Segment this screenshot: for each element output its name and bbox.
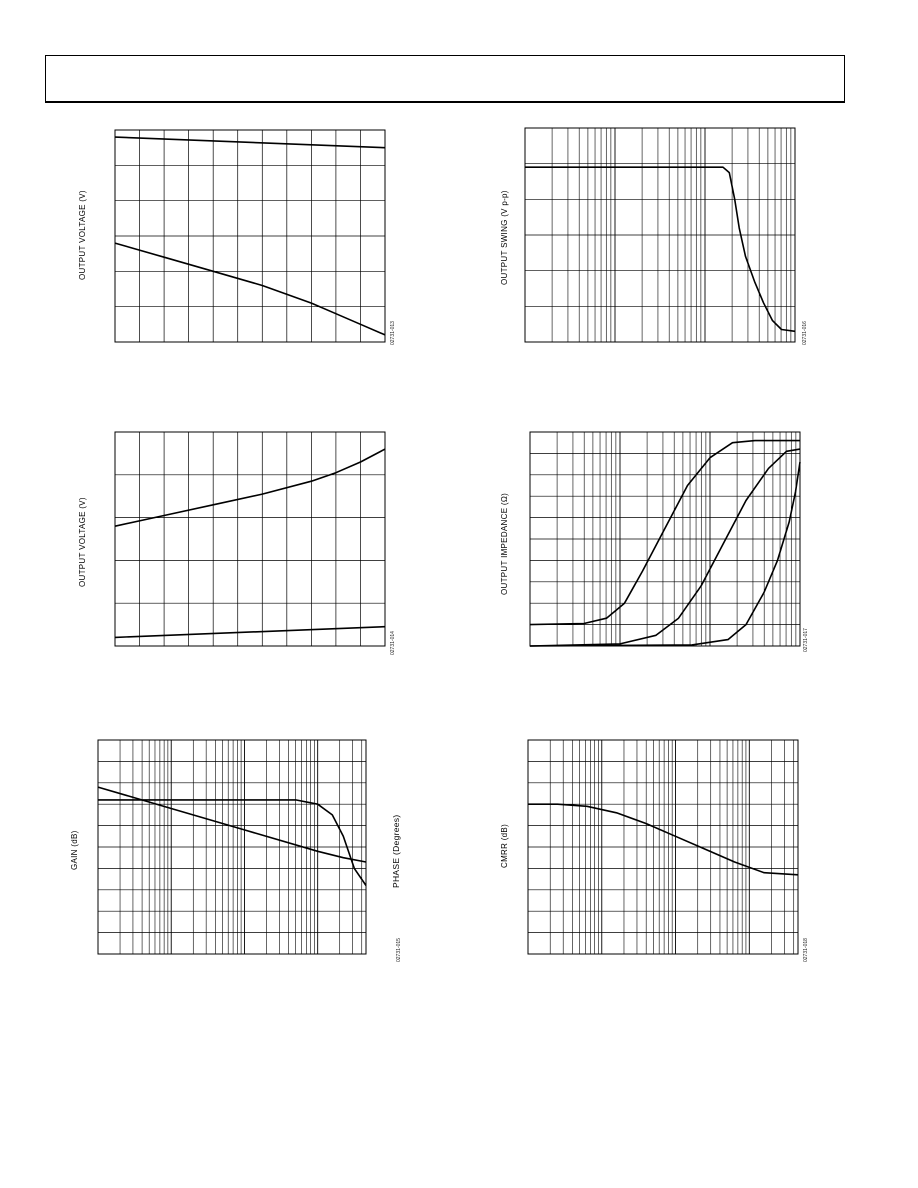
figure-id: 02731-013 [390,321,396,345]
y-axis-label: GAIN (dB) [70,830,79,870]
y-axis-label: OUTPUT VOLTAGE (V) [78,190,87,280]
chart-plot-area [490,425,820,665]
chart-plot-area [490,120,820,360]
series-line-1 [525,167,795,331]
series-line-1 [530,441,800,625]
series-line-1 [98,800,366,886]
y2-axis-label: PHASE (Degrees) [391,814,401,888]
series-line-1 [115,627,385,638]
y-axis-label: OUTPUT VOLTAGE (V) [78,497,87,587]
y-axis-label: OUTPUT SWING (V p-p) [500,190,509,285]
chart-plot-area [60,120,405,360]
plot-frame [115,432,385,646]
chart-panel-gain-phase [60,730,420,970]
chart-plot-area [490,730,820,970]
series-line-1 [115,137,385,148]
series-line-2 [115,243,385,335]
y-axis-label: OUTPUT IMPEDANCE (Ω) [500,492,509,595]
figure-id: 02731-016 [802,321,808,345]
figure-id: 02731-015 [396,938,402,962]
chart-plot-area [60,730,420,970]
figure-id: 02731-017 [803,628,809,652]
chart-panel-output-voltage-2 [60,425,405,665]
figure-id: 02731-014 [390,631,396,655]
chart-plot-area [60,425,405,665]
chart-panel-cmrr [490,730,820,970]
page-header-box [45,55,845,103]
series-line-1 [528,804,798,875]
chart-panel-output-swing [490,120,820,360]
chart-panel-output-impedance [490,425,820,665]
series-line-2 [115,449,385,526]
series-line-2 [530,449,800,646]
series-line-2 [98,787,366,862]
figure-id: 02731-018 [803,938,809,962]
y-axis-label: CMRR (dB) [500,823,509,868]
series-line-3 [530,462,800,646]
chart-panel-output-voltage-1 [60,120,405,360]
